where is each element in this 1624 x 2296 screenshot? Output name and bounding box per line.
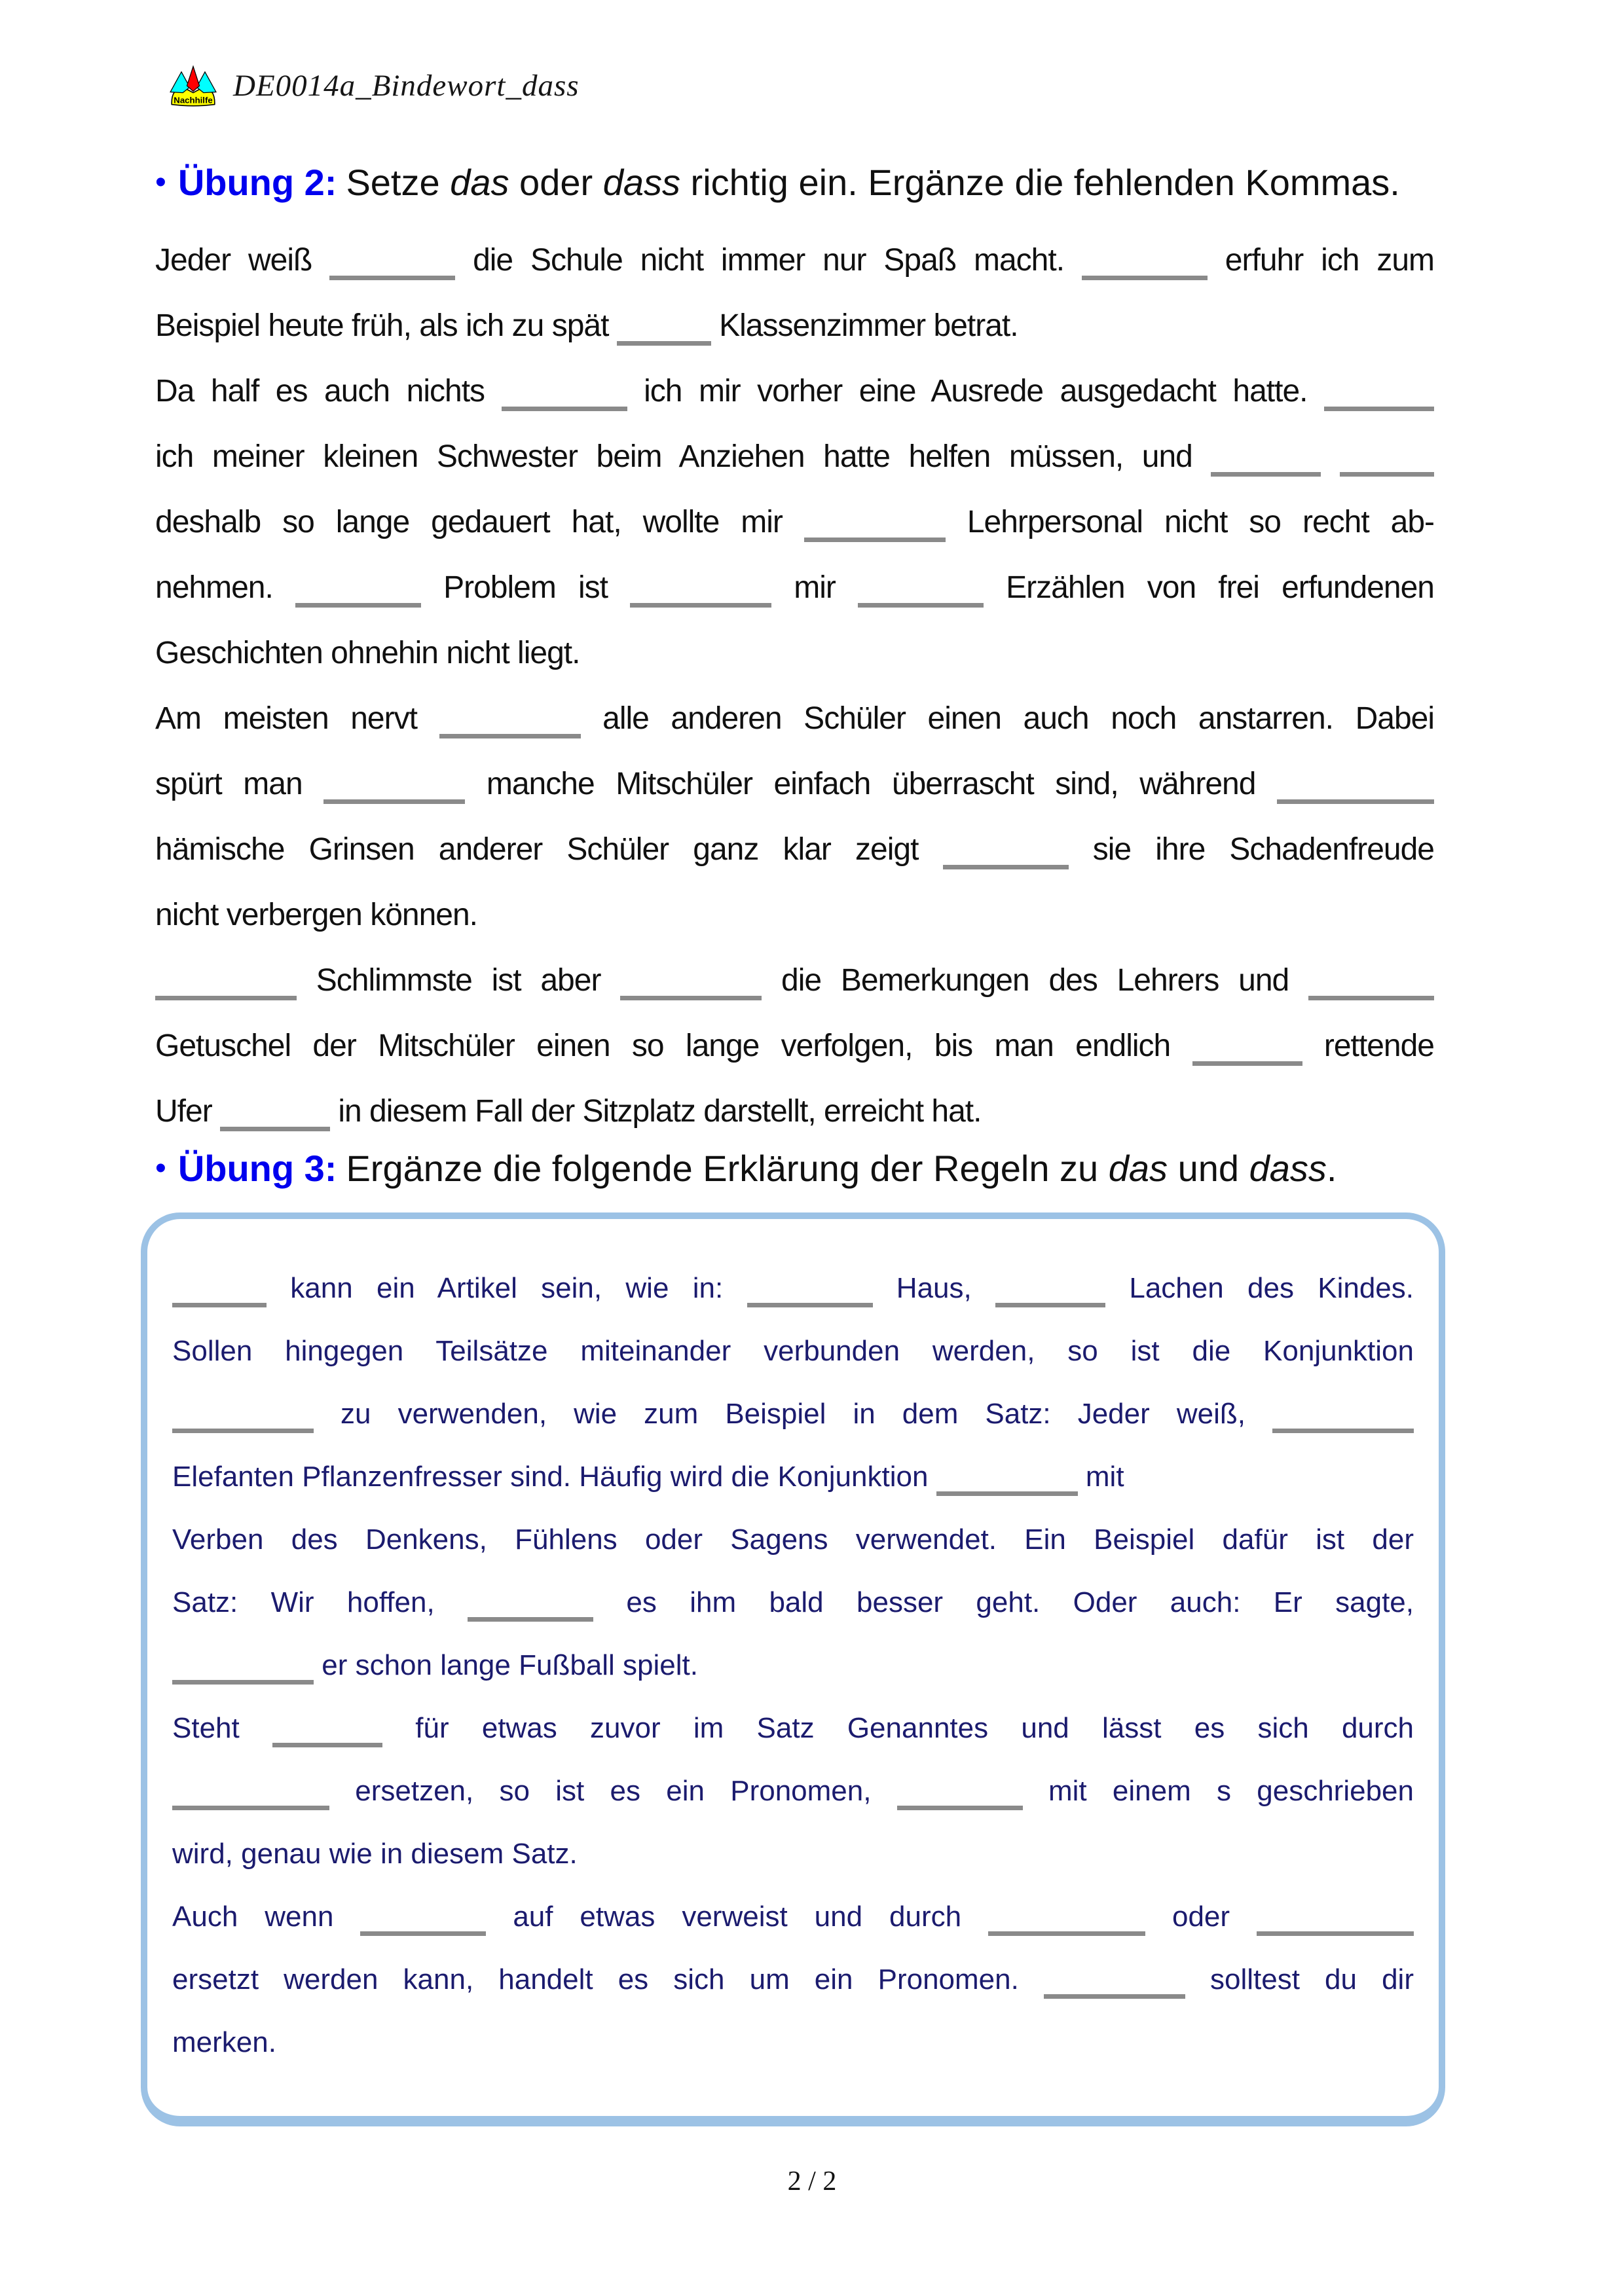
- text-run: die Bemerkungen des Lehrers und: [762, 963, 1309, 998]
- text-line: [155, 752, 1434, 817]
- blank-field: [329, 276, 455, 280]
- text-run: in diesem Fall der Sitzplatz darstellt, erreicht hat.: [330, 1094, 982, 1129]
- text-line: [172, 1823, 1414, 1886]
- blank-field: [1082, 276, 1208, 280]
- blank-field: [295, 603, 421, 608]
- text-run: oder: [509, 162, 603, 203]
- blank-field: [323, 799, 465, 804]
- blank-field: [630, 603, 771, 608]
- text-run: Klassenzimmer betrat.: [710, 308, 1018, 343]
- text-run: Sollen hingegen Teilsätze miteinander verbunden werden, so ist die Konjunktion: [172, 1335, 1414, 1367]
- text-run: Verben des Denkens, Fühlens oder Sagens verwendet. Ein Beispiel dafür ist der: [172, 1523, 1414, 1556]
- text-run: rettende: [1302, 1029, 1435, 1063]
- text-line: [172, 1886, 1414, 1948]
- text-line: [172, 1760, 1414, 1823]
- blank-field: [620, 996, 762, 1000]
- blank-field: [172, 1680, 314, 1685]
- rules-box: [141, 1212, 1445, 2126]
- bullet-icon: •: [155, 1151, 166, 1186]
- text-run: Lehrpersonal nicht so recht ab-: [945, 505, 1434, 539]
- text-run: ersetzt werden kann, handelt es sich um ein Pronomen.: [172, 1963, 1044, 1995]
- text-run: für etwas zuvor im Satz Genanntes und lässt es sich durch: [382, 1712, 1414, 1744]
- text-run: mit einem s geschrieben: [1022, 1775, 1414, 1807]
- text-line: [172, 2011, 1414, 2074]
- blank-field: [1324, 407, 1434, 411]
- blank-field: [897, 1806, 1023, 1810]
- blank-field: [1211, 472, 1321, 477]
- blank-field: [220, 1127, 330, 1131]
- text-run: nehmen.: [155, 570, 295, 605]
- page-number: 2 / 2: [787, 2166, 837, 2196]
- text-run: auf etwas verweist und durch: [486, 1901, 989, 1933]
- text-run: dass: [602, 162, 680, 203]
- text-run: Haus,: [872, 1272, 996, 1304]
- blank-field: [936, 1491, 1078, 1496]
- text-run: und: [1168, 1148, 1249, 1189]
- text-run: Setze: [346, 162, 451, 203]
- text-run: .: [1326, 1148, 1337, 1189]
- text-run: hämische Grinsen anderer Schüler ganz klar zeigt: [155, 832, 943, 867]
- text-run: Elefanten Pflanzenfresser sind. Häufig wird die Konjunktion: [172, 1461, 936, 1493]
- exercise3-label: Übung 3:: [177, 1148, 337, 1189]
- exercise2-heading: [155, 161, 1439, 204]
- text-run: Geschichten ohnehin nicht liegt.: [155, 636, 580, 670]
- text-run: kann ein Artikel sein, wie in:: [267, 1272, 747, 1304]
- blank-field: [1272, 1429, 1414, 1433]
- exercise2-text: [155, 228, 1434, 1144]
- text-run: deshalb so lange gedauert hat, wollte mir: [155, 505, 804, 539]
- exercise2-instruction: [346, 162, 1399, 203]
- logo-left-peak: [170, 72, 190, 93]
- blank-field: [1308, 996, 1434, 1000]
- exercise2-label: Übung 2:: [177, 162, 337, 203]
- text-line: [172, 1948, 1414, 2011]
- nachhilfe-logo: [169, 64, 217, 107]
- blank-field: [858, 603, 984, 608]
- text-run: solltest du dir: [1185, 1963, 1414, 1995]
- text-line: [172, 1508, 1414, 1571]
- text-run: manche Mitschüler einfach überrascht sind, während: [465, 767, 1277, 801]
- text-line: [155, 424, 1434, 490]
- text-line: [155, 359, 1434, 424]
- text-run: spürt man: [155, 767, 324, 801]
- logo-red-peak: [187, 66, 199, 91]
- text-line: [155, 1079, 1434, 1144]
- blank-field: [468, 1617, 593, 1622]
- text-run: Getuschel der Mitschüler einen so lange verfolgen, bis man endlich: [155, 1029, 1192, 1063]
- text-run: wird, genau wie in diesem Satz.: [172, 1838, 578, 1870]
- blank-field: [1257, 1931, 1414, 1936]
- text-run: richtig ein. Ergänze die fehlenden Kommas.: [680, 162, 1400, 203]
- text-run: die Schule nicht immer nur Spaß macht.: [455, 243, 1082, 278]
- text-run: Problem ist: [420, 570, 631, 605]
- text-line: [155, 555, 1434, 621]
- text-line: [155, 293, 1434, 359]
- blank-field: [995, 1303, 1105, 1307]
- blank-field: [1044, 1994, 1185, 1999]
- text-run: Schlimmste ist aber: [297, 963, 621, 998]
- bullet-icon: •: [155, 165, 166, 200]
- logo-right-peak: [196, 72, 216, 93]
- text-run: ich mir vorher eine Ausrede ausgedacht hatte.: [627, 374, 1324, 409]
- text-run: merken.: [172, 2026, 276, 2058]
- text-run: Ufer: [155, 1094, 221, 1129]
- blank-field: [155, 996, 297, 1000]
- text-run: [1321, 439, 1340, 474]
- blank-field: [988, 1931, 1145, 1936]
- text-run: sie ihre Schadenfreude: [1068, 832, 1434, 867]
- text-run: ich meiner kleinen Schwester beim Anziehen hatte helfen müssen, und: [155, 439, 1211, 474]
- blank-field: [172, 1303, 267, 1307]
- text-run: zu verwenden, wie zum Beispiel in dem Satz: Jeder weiß,: [314, 1398, 1272, 1430]
- blank-field: [172, 1806, 329, 1810]
- text-run: Beispiel heute früh, als ich zu spät: [155, 308, 617, 343]
- text-run: Ergänze die folgende Erklärung der Regeln zu: [346, 1148, 1109, 1189]
- text-line: [155, 817, 1434, 883]
- document-header: [169, 64, 580, 107]
- text-line: [172, 1634, 1414, 1697]
- blank-field: [804, 538, 946, 542]
- text-run: es ihm bald besser geht. Oder auch: Er sagte,: [593, 1586, 1414, 1618]
- blank-field: [1277, 799, 1434, 804]
- text-line: [155, 228, 1434, 293]
- text-run: dass: [1249, 1148, 1327, 1189]
- blank-field: [1340, 472, 1434, 477]
- text-line: [155, 490, 1434, 555]
- text-run: Steht: [172, 1712, 272, 1744]
- blank-field: [617, 341, 711, 346]
- text-line: [172, 1257, 1414, 1320]
- blank-field: [172, 1429, 314, 1433]
- blank-field: [272, 1743, 382, 1747]
- text-run: mit: [1077, 1461, 1124, 1493]
- blank-field: [439, 734, 581, 738]
- text-line: [172, 1697, 1414, 1760]
- text-run: das: [450, 162, 509, 203]
- text-line: [155, 686, 1434, 752]
- text-run: Lachen des Kindes.: [1105, 1272, 1414, 1304]
- logo-text: Nachhilfe: [174, 95, 213, 105]
- text-line: [172, 1383, 1414, 1446]
- text-run: Am meisten nervt: [155, 701, 439, 736]
- blank-field: [943, 865, 1069, 869]
- text-run: mir: [771, 570, 858, 605]
- text-run: Satz: Wir hoffen,: [172, 1586, 468, 1618]
- text-line: [155, 883, 1434, 948]
- document-title: DE0014a_Bindewort_dass: [233, 69, 580, 103]
- blank-field: [360, 1931, 486, 1936]
- text-line: [172, 1446, 1414, 1508]
- text-run: Erzählen von frei erfundenen: [984, 570, 1434, 605]
- blank-field: [747, 1303, 873, 1307]
- text-line: [172, 1320, 1414, 1383]
- text-run: erfuhr ich zum: [1207, 243, 1434, 278]
- text-run: alle anderen Schüler einen auch noch anstarren. Dabei: [580, 701, 1434, 736]
- text-run: oder: [1145, 1901, 1257, 1933]
- text-run: Auch wenn: [172, 1901, 361, 1933]
- text-run: ersetzen, so ist es ein Pronomen,: [329, 1775, 897, 1807]
- exercise3-heading: [155, 1147, 1439, 1190]
- text-line: [155, 948, 1434, 1013]
- blank-field: [502, 407, 627, 411]
- text-run: nicht verbergen können.: [155, 898, 478, 932]
- blank-field: [1192, 1061, 1302, 1066]
- text-line: [155, 621, 1434, 686]
- text-run: er schon lange Fußball spielt.: [314, 1649, 698, 1681]
- exercise3-instruction: [346, 1148, 1337, 1189]
- text-line: [172, 1571, 1414, 1634]
- text-line: [155, 1013, 1434, 1079]
- text-run: Da half es auch nichts: [155, 374, 502, 409]
- text-run: Jeder weiß: [155, 243, 330, 278]
- text-run: das: [1108, 1148, 1168, 1189]
